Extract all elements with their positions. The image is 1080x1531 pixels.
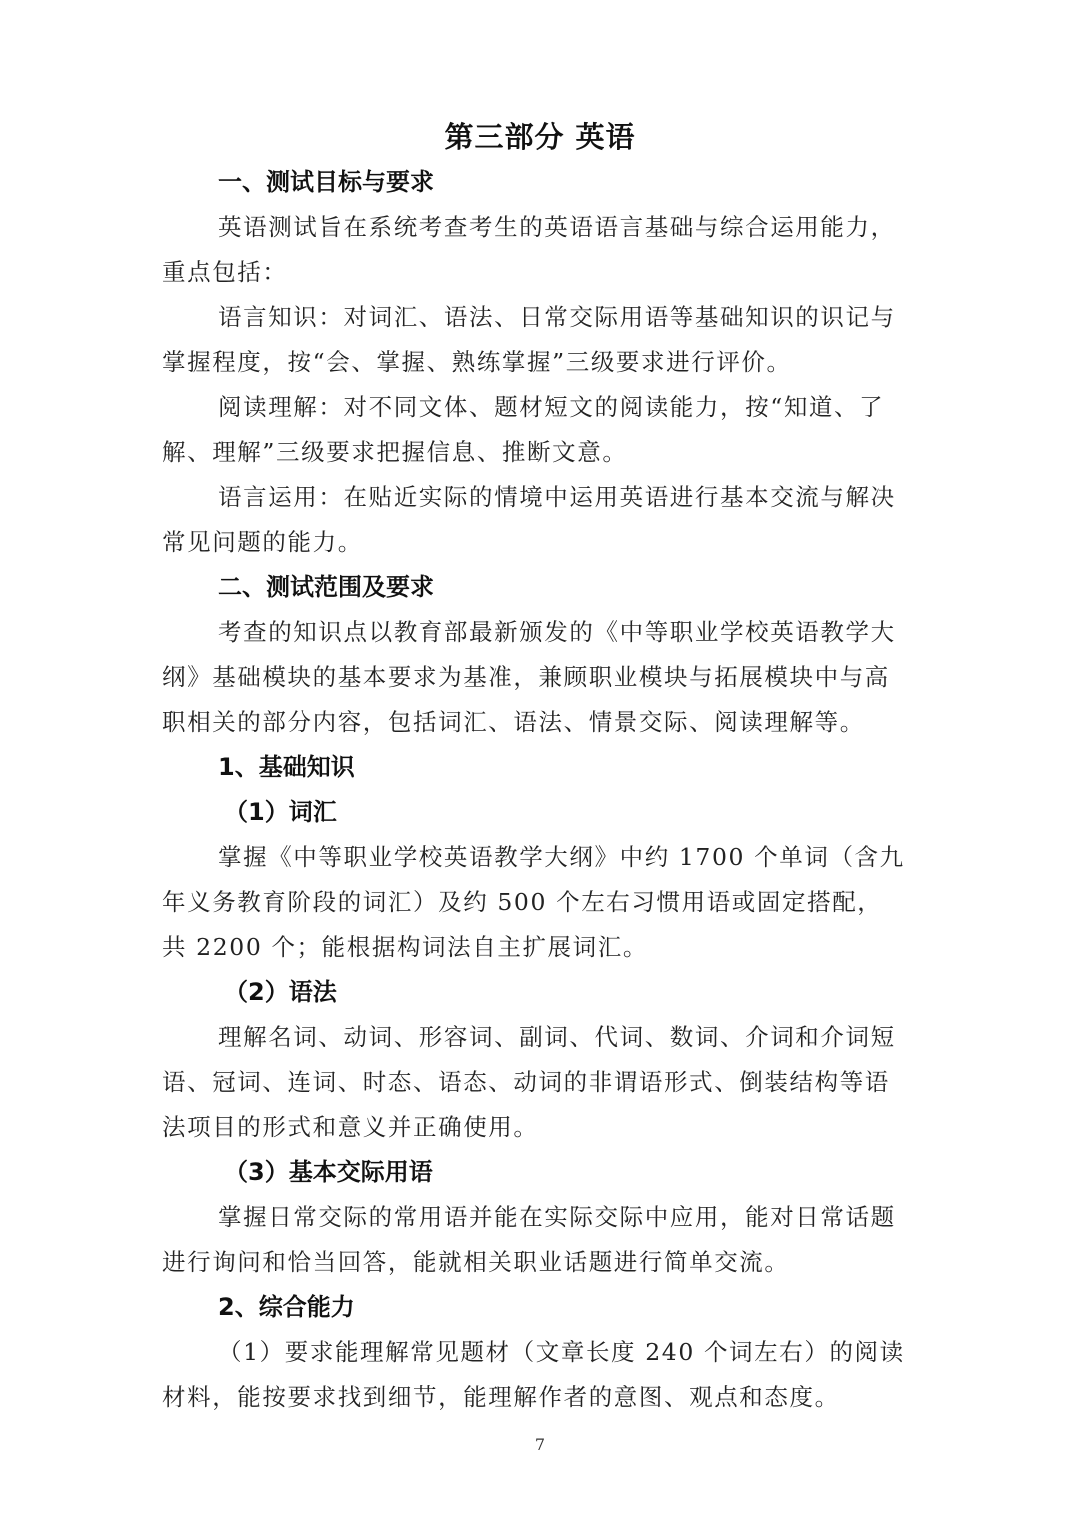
paragraph-line: 英语测试旨在系统考查考生的英语语言基础与综合运用能力， xyxy=(218,213,896,241)
paragraph-reading-comprehension xyxy=(162,385,890,475)
section-heading-test-scope: 二、测试范围及要求 xyxy=(218,573,434,601)
paragraph-line: 语、冠词、连词、时态、语态、动词的非谓语形式、倒装结构等语 xyxy=(162,1068,890,1096)
paragraph-line: 年义务教育阶段的词汇）及约 500 个左右习惯用语或固定搭配， xyxy=(162,888,883,916)
paragraph-line: 共 2200 个；能根据构词法自主扩展词汇。 xyxy=(162,933,648,961)
paragraph-line: （1）要求能理解常见题材（文章长度 240 个词左右）的阅读 xyxy=(218,1338,905,1366)
paragraph-line: 重点包括： xyxy=(162,258,288,286)
paragraph-line: 语言知识：对词汇、语法、日常交际用语等基础知识的识记与 xyxy=(218,303,896,331)
paragraph-line: 理解名词、动词、形容词、副词、代词、数词、介词和介词短 xyxy=(218,1023,896,1051)
paragraph-line: 掌握《中等职业学校英语教学大纲》中约 1700 个单词（含九 xyxy=(218,843,905,871)
paragraph-comprehensive-ability xyxy=(162,1330,905,1420)
paragraph-line: 纲》基础模块的基本要求为基准，兼顾职业模块与拓展模块中与高 xyxy=(162,663,890,691)
paragraph-scope xyxy=(162,610,896,745)
paragraph-line: 材料，能按要求找到细节，能理解作者的意图、观点和态度。 xyxy=(162,1383,840,1411)
paragraph-line: 掌握日常交际的常用语并能在实际交际中应用，能对日常话题 xyxy=(218,1203,896,1231)
paragraph-language-knowledge xyxy=(162,295,896,385)
paragraph-line: 职相关的部分内容，包括词汇、语法、情景交际、阅读理解等。 xyxy=(162,708,865,736)
paragraph-line: 进行询问和恰当回答，能就相关职业话题进行简单交流。 xyxy=(162,1248,790,1276)
paragraph-language-use xyxy=(162,475,896,565)
paragraph-line: 法项目的形式和意义并正确使用。 xyxy=(162,1113,539,1141)
section-heading-test-objectives: 一、测试目标与要求 xyxy=(218,168,434,196)
paragraph-line: 常见问题的能力。 xyxy=(162,528,363,556)
page-content xyxy=(162,160,905,1420)
paragraph-grammar xyxy=(162,1015,896,1150)
page-title: 第三部分 英语 xyxy=(444,120,636,154)
subsection-heading-basic-knowledge: 1、基础知识 xyxy=(218,753,355,781)
item-heading-communication: （3）基本交际用语 xyxy=(224,1158,433,1186)
item-heading-grammar: （2）语法 xyxy=(224,978,337,1006)
subsection-heading-comprehensive-ability: 2、综合能力 xyxy=(218,1293,355,1321)
paragraph-line: 语言运用：在贴近实际的情境中运用英语进行基本交流与解决 xyxy=(218,483,896,511)
page-number: 7 xyxy=(534,1435,546,1454)
paragraph-vocabulary xyxy=(162,835,905,970)
paragraph-line: 掌握程度，按“会、掌握、熟练掌握”三级要求进行评价。 xyxy=(162,348,792,376)
paragraph-intro xyxy=(162,205,896,295)
paragraph-line: 解、理解”三级要求把握信息、推断文意。 xyxy=(162,438,628,466)
paragraph-communication xyxy=(162,1195,896,1285)
item-heading-vocabulary: （1）词汇 xyxy=(224,798,337,826)
paragraph-line: 考查的知识点以教育部最新颁发的《中等职业学校英语教学大 xyxy=(218,618,896,646)
paragraph-line: 阅读理解：对不同文体、题材短文的阅读能力，按“知道、了 xyxy=(218,393,885,421)
